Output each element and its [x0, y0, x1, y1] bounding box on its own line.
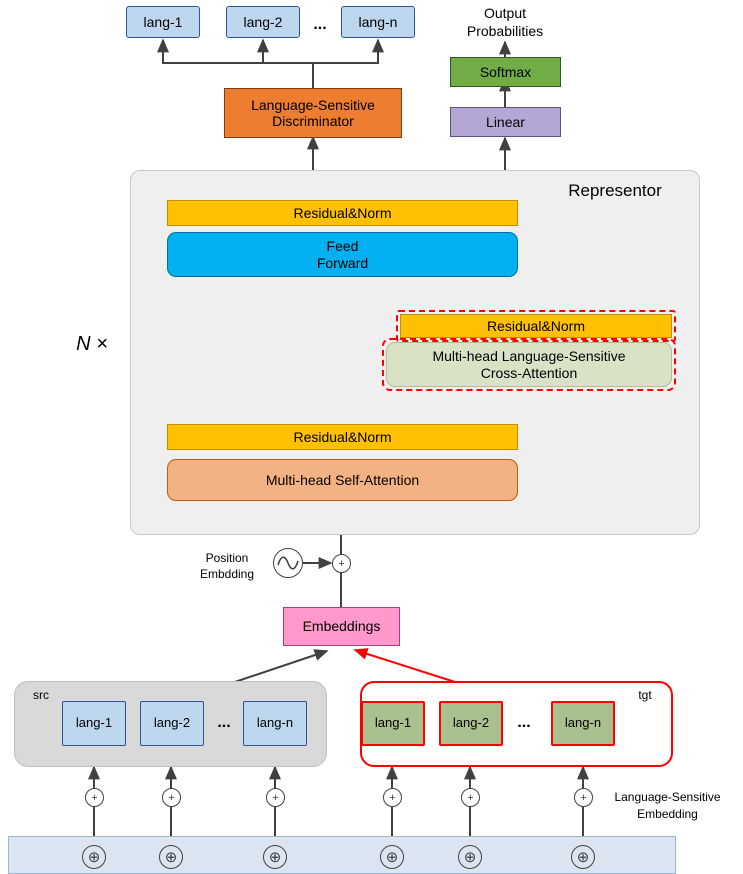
linear-box[interactable]	[450, 107, 561, 137]
embeddings-label: Embeddings	[302, 618, 381, 635]
top-lang-chip-1-label: lang-1	[143, 13, 183, 30]
add-node-src-n	[266, 788, 285, 807]
top-lang-chip-2-label: lang-2	[243, 13, 283, 30]
repeat-count-label: N ×	[76, 333, 108, 355]
oplus-node-2-symbol: ⊕	[164, 849, 178, 866]
language-sensitive-discriminator[interactable]	[224, 88, 402, 138]
cross-attention-label-line2: Cross-Attention	[480, 364, 578, 381]
feed-forward-label-line2: Forward	[316, 254, 369, 271]
residual-norm-top[interactable]	[167, 200, 518, 226]
add-node-src-2	[162, 788, 181, 807]
representor-title: Representor	[568, 180, 662, 200]
tgt-chip-ellipsis: ...	[517, 714, 531, 732]
src-chip-1[interactable]	[62, 701, 126, 746]
oplus-node-6	[571, 845, 595, 869]
src-chip-2[interactable]	[140, 701, 204, 746]
oplus-node-1-symbol: ⊕	[87, 849, 101, 866]
tgt-chip-n-label: lang-n	[564, 715, 602, 731]
oplus-node-4	[380, 845, 404, 869]
language-sensitive-embedding-line2: Embedding	[637, 806, 698, 821]
add-node-tgt-n	[574, 788, 593, 807]
sine-icon	[273, 548, 303, 578]
src-chip-n-label: lang-n	[256, 715, 294, 731]
cross-attention-highlight-bottom	[382, 338, 676, 391]
residual-norm-cross-label: Residual&Norm	[486, 317, 586, 334]
top-lang-chip-2[interactable]	[226, 6, 300, 38]
language-sensitive-embedding-line1: Language-Sensitive	[614, 789, 721, 804]
top-lang-ellipsis: ...	[313, 16, 327, 34]
tgt-chip-n[interactable]	[551, 701, 615, 746]
oplus-node-5-symbol: ⊕	[463, 849, 477, 866]
feed-forward-label-line1: Feed	[326, 238, 359, 255]
self-attention-block[interactable]	[167, 459, 518, 501]
position-embedding-line2: Embdding	[199, 566, 255, 581]
src-chip-2-label: lang-2	[153, 715, 191, 731]
discriminator-label-line1: Language-Sensitive	[251, 96, 375, 113]
add-node-src-2-symbol: +	[168, 791, 175, 804]
add-node-src-1	[85, 788, 104, 807]
src-chip-n[interactable]	[243, 701, 307, 746]
cross-attention-label-line1: Multi-head Language-Sensitive	[432, 348, 626, 365]
add-node-src-1-symbol: +	[91, 791, 98, 804]
top-lang-chip-1[interactable]	[126, 6, 200, 38]
sine-wave-glyph	[274, 549, 302, 577]
residual-norm-self-label: Residual&Norm	[293, 428, 392, 445]
src-panel-label: src	[33, 687, 49, 702]
add-node-src-n-symbol: +	[272, 791, 279, 804]
output-probabilities-line1: Output	[483, 4, 527, 21]
softmax-label: Softmax	[479, 63, 532, 80]
softmax-box[interactable]	[450, 57, 561, 87]
top-lang-chip-n-label: lang-n	[358, 13, 398, 30]
tgt-chip-2[interactable]	[439, 701, 503, 746]
tgt-chip-2-label: lang-2	[452, 715, 490, 731]
tgt-chip-1[interactable]	[361, 701, 425, 746]
self-attention-label: Multi-head Self-Attention	[265, 471, 420, 488]
oplus-node-1	[82, 845, 106, 869]
position-embedding-line1: Position	[205, 550, 249, 565]
embeddings-box[interactable]	[283, 607, 400, 646]
top-lang-chip-n[interactable]	[341, 6, 415, 38]
residual-norm-top-label: Residual&Norm	[293, 204, 392, 221]
add-node-tgt-n-symbol: +	[580, 791, 587, 804]
tgt-chip-1-label: lang-1	[374, 715, 412, 731]
linear-label: Linear	[486, 113, 525, 130]
oplus-node-6-symbol: ⊕	[576, 849, 590, 866]
add-node-tgt-2	[461, 788, 480, 807]
output-probabilities-line2: Probabilities	[466, 22, 544, 39]
oplus-node-2	[159, 845, 183, 869]
position-add-node	[332, 554, 351, 573]
src-chip-1-label: lang-1	[75, 715, 113, 731]
oplus-node-3-symbol: ⊕	[268, 849, 282, 866]
tgt-panel-label: tgt	[638, 687, 652, 702]
residual-norm-self[interactable]	[167, 424, 518, 450]
oplus-node-4-symbol: ⊕	[385, 849, 399, 866]
oplus-node-3	[263, 845, 287, 869]
position-add-symbol: +	[338, 557, 345, 570]
discriminator-label-line2: Discriminator	[272, 113, 354, 129]
src-chip-ellipsis: ...	[217, 714, 231, 732]
add-node-tgt-1-symbol: +	[389, 791, 396, 804]
add-node-tgt-2-symbol: +	[467, 791, 474, 804]
feed-forward-block[interactable]	[167, 232, 518, 277]
add-node-tgt-1	[383, 788, 402, 807]
oplus-node-5	[458, 845, 482, 869]
